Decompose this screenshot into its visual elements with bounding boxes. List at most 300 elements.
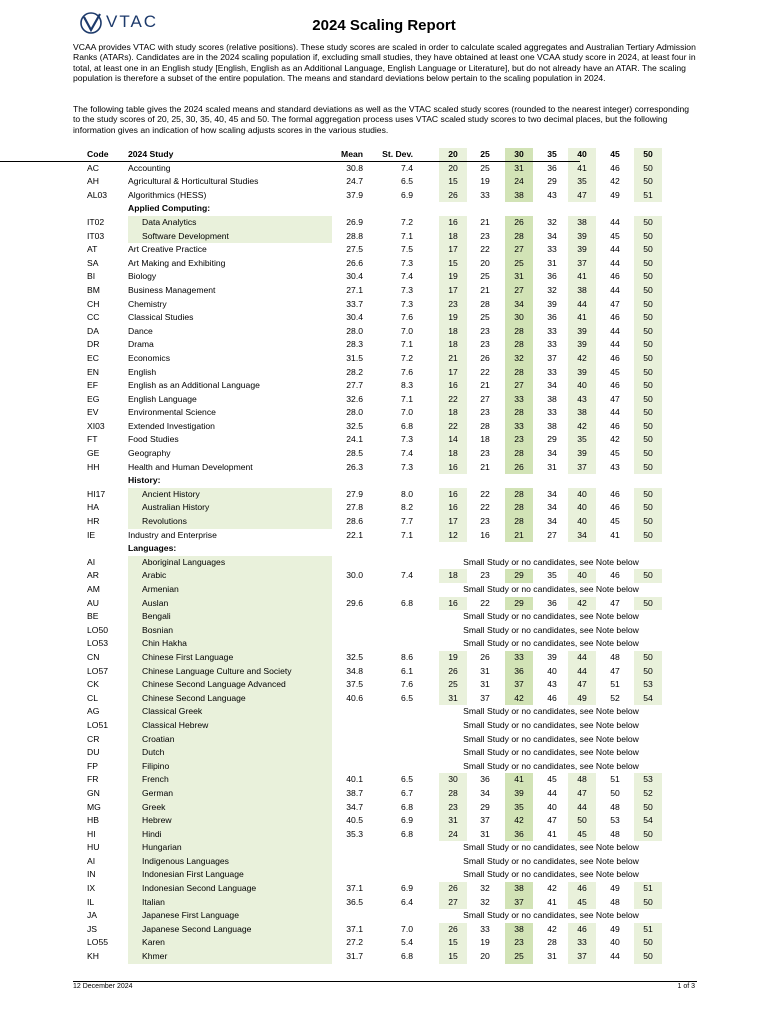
scaled-score-30: 28 xyxy=(505,366,533,380)
scaled-score-35: 35 xyxy=(547,570,557,581)
intro-paragraph-1: VCAA provides VTAC with study scores (relative positions). These study scores are scaled in order to calculate scaled aggregates and Australian Tertiary Admission Ranks (ATARs). Candidates are in the 2024 scaling population if, excluding small studies, they have obtained at least one VCAA study score in 2024, at least four in total, at least one in an English study [English, English as an Additional Language, English Language or Literature], but do not already have an ATAR. The scaling population is therefore a subset of the entire population. The means and standard deviations below pertain to the scaling population in 2024. xyxy=(73,42,696,83)
scaled-score-50: 50 xyxy=(634,406,662,420)
scaled-score-45: 49 xyxy=(610,189,620,200)
scaled-score-35: 33 xyxy=(547,407,557,418)
scaled-score-20: 17 xyxy=(439,515,467,529)
study-code: CL xyxy=(87,692,98,703)
scaled-score-20: 28 xyxy=(439,787,467,801)
scaled-score-45: 48 xyxy=(610,651,620,662)
scaled-score-35: 36 xyxy=(547,597,557,608)
scaled-score-35: 36 xyxy=(547,271,557,282)
scaled-score-30: 27 xyxy=(505,284,533,298)
scaled-score-25: 21 xyxy=(480,461,490,472)
scaled-score-25: 22 xyxy=(480,488,490,499)
table-row xyxy=(83,433,663,447)
scaled-score-45: 50 xyxy=(610,787,620,798)
study-name: Italian xyxy=(128,896,332,910)
scaled-score-25: 19 xyxy=(480,176,490,187)
table-row xyxy=(83,162,663,176)
scaled-sd: 7.2 xyxy=(401,216,413,227)
study-code: CN xyxy=(87,651,100,662)
header-study: 2024 Study xyxy=(128,149,174,159)
study-code: SA xyxy=(87,257,99,268)
study-code: FR xyxy=(87,774,99,785)
scaled-score-20: 17 xyxy=(439,284,467,298)
scaled-score-35: 34 xyxy=(547,516,557,527)
scaled-score-50: 50 xyxy=(634,216,662,230)
study-name: Industry and Enterprise xyxy=(128,529,217,540)
scaled-score-45: 47 xyxy=(610,298,620,309)
scaled-score-45: 45 xyxy=(610,230,620,241)
scaled-score-45: 46 xyxy=(610,420,620,431)
scaled-sd: 7.3 xyxy=(401,461,413,472)
scaled-score-45: 51 xyxy=(610,774,620,785)
scaled-score-40: 39 xyxy=(568,366,596,380)
scaled-mean: 28.2 xyxy=(346,366,363,377)
study-code: EG xyxy=(87,393,100,404)
scaled-score-50: 50 xyxy=(634,597,662,611)
scaled-score-25: 23 xyxy=(480,325,490,336)
scaled-sd: 6.8 xyxy=(401,828,413,839)
scaled-score-50: 51 xyxy=(634,189,662,203)
scaled-mean: 26.3 xyxy=(346,461,363,472)
scaled-score-45: 46 xyxy=(610,162,620,173)
scaled-score-30: 25 xyxy=(505,257,533,271)
scaled-score-40: 42 xyxy=(568,597,596,611)
scaled-score-40: 34 xyxy=(568,529,596,543)
study-name: Japanese First Language xyxy=(128,909,332,923)
table-row xyxy=(83,665,663,679)
scaled-score-35: 29 xyxy=(547,176,557,187)
scaled-score-20: 17 xyxy=(439,366,467,380)
scaled-score-35: 34 xyxy=(547,380,557,391)
scaled-score-40: 40 xyxy=(568,488,596,502)
scaled-score-25: 21 xyxy=(480,216,490,227)
scaled-score-20: 16 xyxy=(439,597,467,611)
scaled-mean: 32.5 xyxy=(346,420,363,431)
scaled-score-30: 32 xyxy=(505,352,533,366)
table-group-row xyxy=(83,202,663,216)
scaled-score-45: 46 xyxy=(610,488,620,499)
scaled-score-30: 26 xyxy=(505,461,533,475)
scaled-score-40: 37 xyxy=(568,257,596,271)
scaled-score-35: 45 xyxy=(547,774,557,785)
study-code: CK xyxy=(87,679,99,690)
header-mean: Mean xyxy=(341,149,363,159)
scaled-score-35: 33 xyxy=(547,325,557,336)
table-row xyxy=(83,733,663,747)
scaled-score-40: 38 xyxy=(568,216,596,230)
scaled-score-45: 45 xyxy=(610,448,620,459)
scaled-score-30: 36 xyxy=(505,665,533,679)
scaled-score-30: 23 xyxy=(505,936,533,950)
scaled-score-20: 12 xyxy=(439,529,467,543)
scaled-score-50: 54 xyxy=(634,814,662,828)
scaled-score-40: 38 xyxy=(568,284,596,298)
scaled-score-25: 18 xyxy=(480,434,490,445)
study-code: DR xyxy=(87,339,100,350)
scaled-score-35: 34 xyxy=(547,448,557,459)
header-25: 25 xyxy=(480,149,490,159)
scaled-score-25: 20 xyxy=(480,257,490,268)
scaled-mean: 30.8 xyxy=(346,162,363,173)
table-row xyxy=(83,787,663,801)
table-row xyxy=(83,828,663,842)
scaled-score-30: 39 xyxy=(505,787,533,801)
study-name: Greek xyxy=(128,801,332,815)
scaled-score-50: 54 xyxy=(634,692,662,706)
scaled-score-40: 40 xyxy=(568,379,596,393)
scaled-score-40: 39 xyxy=(568,325,596,339)
scaled-score-30: 23 xyxy=(505,433,533,447)
study-name: Agricultural & Horticultural Studies xyxy=(128,176,259,187)
study-code: LO50 xyxy=(87,624,109,635)
scaled-score-40: 40 xyxy=(568,501,596,515)
study-name: Japanese Second Language xyxy=(128,923,332,937)
table-row xyxy=(83,338,663,352)
header-40: 40 xyxy=(568,148,596,162)
scaled-score-30: 27 xyxy=(505,243,533,257)
footer-page-number: 1 of 3 xyxy=(677,983,695,990)
study-name: Bosnian xyxy=(128,624,332,638)
scaled-sd: 7.3 xyxy=(401,257,413,268)
scaled-score-35: 42 xyxy=(547,923,557,934)
scaled-mean: 38.7 xyxy=(346,787,363,798)
scaled-score-45: 45 xyxy=(610,366,620,377)
header-50: 50 xyxy=(634,148,662,162)
scaled-score-50: 50 xyxy=(634,175,662,189)
scaled-score-25: 33 xyxy=(480,189,490,200)
study-code: LO51 xyxy=(87,719,109,730)
table-group-row xyxy=(83,542,663,556)
study-code: LO57 xyxy=(87,665,109,676)
scaled-score-40: 42 xyxy=(568,420,596,434)
scaled-sd: 7.3 xyxy=(401,284,413,295)
scaled-mean: 40.6 xyxy=(346,692,363,703)
scaled-score-50: 50 xyxy=(634,311,662,325)
scaled-score-50: 50 xyxy=(634,801,662,815)
scaled-score-35: 34 xyxy=(547,230,557,241)
scaled-score-25: 34 xyxy=(480,787,490,798)
table-row xyxy=(83,406,663,420)
scaled-score-25: 22 xyxy=(480,597,490,608)
table-row xyxy=(83,488,663,502)
scaled-mean: 28.8 xyxy=(346,230,363,241)
scaled-mean: 28.6 xyxy=(346,516,363,527)
table-row xyxy=(83,760,663,774)
scaled-score-20: 17 xyxy=(439,243,467,257)
study-code: HH xyxy=(87,461,100,472)
study-code: AI xyxy=(87,556,96,567)
study-name: Chinese Second Language Advanced xyxy=(128,678,332,692)
scaled-score-35: 38 xyxy=(547,393,557,404)
scaled-mean: 24.7 xyxy=(346,176,363,187)
scaled-score-25: 31 xyxy=(480,679,490,690)
scaled-score-50: 50 xyxy=(634,447,662,461)
scaled-sd: 6.8 xyxy=(401,951,413,962)
scaled-score-50: 50 xyxy=(634,896,662,910)
study-name: Classical Studies xyxy=(128,312,194,323)
scaled-score-35: 37 xyxy=(547,352,557,363)
small-study-note: Small Study or no candidates, see Note below xyxy=(463,624,639,635)
scaled-score-45: 40 xyxy=(610,937,620,948)
scaled-sd: 8.6 xyxy=(401,651,413,662)
table-row xyxy=(83,366,663,380)
scaled-score-40: 47 xyxy=(568,678,596,692)
study-code: AI xyxy=(87,855,96,866)
scaled-score-50: 53 xyxy=(634,678,662,692)
table-row xyxy=(83,882,663,896)
scaled-score-25: 31 xyxy=(480,665,490,676)
scaled-score-30: 26 xyxy=(505,216,533,230)
table-row xyxy=(83,896,663,910)
scaled-score-50: 50 xyxy=(634,284,662,298)
scaled-score-25: 32 xyxy=(480,896,490,907)
scaled-score-30: 41 xyxy=(505,773,533,787)
scaled-mean: 28.3 xyxy=(346,339,363,350)
study-code: EF xyxy=(87,380,98,391)
scaled-score-35: 46 xyxy=(547,692,557,703)
scaled-sd: 8.3 xyxy=(401,380,413,391)
study-code: DU xyxy=(87,747,100,758)
study-code: IE xyxy=(87,529,96,540)
scaled-score-20: 19 xyxy=(439,651,467,665)
scaled-score-40: 38 xyxy=(568,406,596,420)
scaled-score-25: 33 xyxy=(480,923,490,934)
study-code: AC xyxy=(87,162,99,173)
scaled-score-20: 24 xyxy=(439,828,467,842)
scaled-score-25: 20 xyxy=(480,951,490,962)
scaled-mean: 27.9 xyxy=(346,488,363,499)
scaled-mean: 28.0 xyxy=(346,325,363,336)
scaled-score-50: 50 xyxy=(634,379,662,393)
scaled-score-35: 33 xyxy=(547,339,557,350)
study-code: HI17 xyxy=(87,488,106,499)
scaled-score-30: 31 xyxy=(505,270,533,284)
scaled-mean: 40.1 xyxy=(346,774,363,785)
scaled-score-20: 23 xyxy=(439,298,467,312)
study-code: HR xyxy=(87,516,100,527)
table-row xyxy=(83,678,663,692)
scaled-score-45: 46 xyxy=(610,502,620,513)
small-study-note: Small Study or no candidates, see Note below xyxy=(463,584,639,594)
table-row xyxy=(83,624,663,638)
scaled-mean: 26.6 xyxy=(346,257,363,268)
scaled-score-30: 25 xyxy=(505,950,533,964)
scaled-score-45: 46 xyxy=(610,312,620,323)
header-code: Code xyxy=(87,149,109,159)
scaled-sd: 6.5 xyxy=(401,774,413,785)
scaled-score-30: 34 xyxy=(505,298,533,312)
scaled-score-50: 50 xyxy=(634,828,662,842)
study-code: IL xyxy=(87,896,95,907)
scaled-score-45: 45 xyxy=(610,516,620,527)
scaled-sd: 7.0 xyxy=(401,923,413,934)
study-code: BM xyxy=(87,284,100,295)
scaled-score-25: 28 xyxy=(480,298,490,309)
scaled-mean: 22.1 xyxy=(346,529,363,540)
study-code: HU xyxy=(87,842,100,853)
scaled-score-50: 50 xyxy=(634,529,662,543)
scaled-sd: 6.4 xyxy=(401,896,413,907)
study-name: Khmer xyxy=(128,950,332,964)
table-row xyxy=(83,257,663,271)
table-group-row xyxy=(83,474,663,488)
scaled-score-35: 42 xyxy=(547,883,557,894)
table-row xyxy=(83,529,663,543)
small-study-note: Small Study or no candidates, see Note below xyxy=(463,556,639,567)
scaled-score-25: 25 xyxy=(480,312,490,323)
scaled-score-45: 47 xyxy=(610,597,620,608)
study-name: Arabic xyxy=(128,569,332,583)
scaled-score-30: 28 xyxy=(505,230,533,244)
scaled-score-25: 25 xyxy=(480,271,490,282)
scaled-score-50: 50 xyxy=(634,950,662,964)
scaled-sd: 7.6 xyxy=(401,366,413,377)
scaled-score-30: 42 xyxy=(505,814,533,828)
scaled-score-30: 37 xyxy=(505,678,533,692)
scaled-score-50: 50 xyxy=(634,257,662,271)
group-label: History: xyxy=(128,475,161,486)
scaled-score-25: 29 xyxy=(480,801,490,812)
scaled-score-50: 50 xyxy=(634,501,662,515)
small-study-note: Small Study or no candidates, see Note below xyxy=(463,869,639,880)
scaled-score-25: 23 xyxy=(480,230,490,241)
scaled-score-30: 28 xyxy=(505,338,533,352)
scaled-sd: 7.4 xyxy=(401,162,413,173)
study-name: Extended Investigation xyxy=(128,420,215,431)
scaled-score-35: 31 xyxy=(547,257,557,268)
scaled-score-30: 35 xyxy=(505,801,533,815)
study-code: CR xyxy=(87,733,100,744)
scaled-score-25: 22 xyxy=(480,244,490,255)
scaled-score-35: 40 xyxy=(547,665,557,676)
study-name: Hungarian xyxy=(128,841,332,855)
scaled-sd: 7.4 xyxy=(401,448,413,459)
scaled-score-20: 23 xyxy=(439,801,467,815)
scaled-mean: 27.1 xyxy=(346,284,363,295)
study-name: Auslan xyxy=(128,597,332,611)
scaled-sd: 7.3 xyxy=(401,298,413,309)
scaled-sd: 7.4 xyxy=(401,570,413,581)
scaled-score-50: 50 xyxy=(634,243,662,257)
scaled-score-25: 23 xyxy=(480,407,490,418)
study-name: Health and Human Development xyxy=(128,461,253,472)
scaled-score-40: 35 xyxy=(568,433,596,447)
scaled-score-35: 34 xyxy=(547,502,557,513)
scaled-score-50: 50 xyxy=(634,230,662,244)
scaled-mean: 31.5 xyxy=(346,352,363,363)
scaled-score-40: 35 xyxy=(568,175,596,189)
scaled-score-30: 28 xyxy=(505,447,533,461)
study-name: Food Studies xyxy=(128,434,179,445)
scaled-score-40: 39 xyxy=(568,447,596,461)
small-study-note: Small Study or no candidates, see Note below xyxy=(463,611,639,622)
scaled-score-35: 34 xyxy=(547,488,557,499)
scaled-sd: 7.2 xyxy=(401,352,413,363)
scaled-score-25: 26 xyxy=(480,651,490,662)
scaled-score-30: 28 xyxy=(505,488,533,502)
scaled-score-45: 44 xyxy=(610,216,620,227)
study-code: FT xyxy=(87,434,98,445)
study-name: Filipino xyxy=(128,760,332,774)
scaled-mean: 26.9 xyxy=(346,216,363,227)
scaled-score-30: 29 xyxy=(505,569,533,583)
scaled-sd: 7.0 xyxy=(401,407,413,418)
scaled-sd: 5.4 xyxy=(401,937,413,948)
scaled-mean: 36.5 xyxy=(346,896,363,907)
scaled-score-35: 31 xyxy=(547,951,557,962)
study-code: CH xyxy=(87,298,100,309)
table-row xyxy=(83,501,663,515)
scaled-score-25: 32 xyxy=(480,883,490,894)
scaled-score-40: 40 xyxy=(568,569,596,583)
study-code: BE xyxy=(87,611,99,622)
scaled-score-50: 51 xyxy=(634,882,662,896)
scaled-score-25: 37 xyxy=(480,692,490,703)
study-code: AH xyxy=(87,176,99,187)
study-name: Classical Greek xyxy=(128,705,332,719)
study-name: Data Analytics xyxy=(128,216,332,230)
scaled-sd: 7.1 xyxy=(401,230,413,241)
table-row xyxy=(83,773,663,787)
scaled-score-25: 25 xyxy=(480,162,490,173)
study-name: Business Management xyxy=(128,284,216,295)
table-row xyxy=(83,855,663,869)
study-name: Classical Hebrew xyxy=(128,719,332,733)
scaled-score-45: 47 xyxy=(610,665,620,676)
table-row xyxy=(83,651,663,665)
scaled-score-35: 41 xyxy=(547,896,557,907)
study-code: AU xyxy=(87,597,99,608)
scaled-sd: 7.7 xyxy=(401,516,413,527)
study-code: HA xyxy=(87,502,99,513)
scaled-sd: 7.3 xyxy=(401,434,413,445)
scaled-score-45: 42 xyxy=(610,434,620,445)
scaled-mean: 30.4 xyxy=(346,271,363,282)
table-row xyxy=(83,637,663,651)
study-name: English xyxy=(128,366,157,377)
scaled-mean: 27.8 xyxy=(346,502,363,513)
scaled-score-40: 39 xyxy=(568,243,596,257)
scaled-score-40: 41 xyxy=(568,311,596,325)
scaled-score-25: 31 xyxy=(480,828,490,839)
table-row xyxy=(83,556,663,570)
scaled-score-35: 43 xyxy=(547,189,557,200)
table-row xyxy=(83,311,663,325)
table-row xyxy=(83,325,663,339)
study-name: Indigenous Languages xyxy=(128,855,332,869)
table-row xyxy=(83,841,663,855)
scaled-score-20: 19 xyxy=(439,270,467,284)
study-code: AM xyxy=(87,584,100,594)
scaled-score-20: 16 xyxy=(439,501,467,515)
scaled-mean: 32.5 xyxy=(346,651,363,662)
study-name: English Language xyxy=(128,393,197,404)
scaled-score-50: 50 xyxy=(634,366,662,380)
table-row xyxy=(83,298,663,312)
scaled-score-45: 44 xyxy=(610,257,620,268)
scaled-score-20: 15 xyxy=(439,936,467,950)
small-study-note: Small Study or no candidates, see Note below xyxy=(463,638,639,649)
scaled-score-25: 16 xyxy=(480,529,490,540)
scaled-sd: 8.0 xyxy=(401,488,413,499)
scaled-score-25: 23 xyxy=(480,448,490,459)
scaled-score-40: 37 xyxy=(568,950,596,964)
study-name: Revolutions xyxy=(128,515,332,529)
scaled-score-20: 14 xyxy=(439,433,467,447)
scaled-score-50: 53 xyxy=(634,773,662,787)
